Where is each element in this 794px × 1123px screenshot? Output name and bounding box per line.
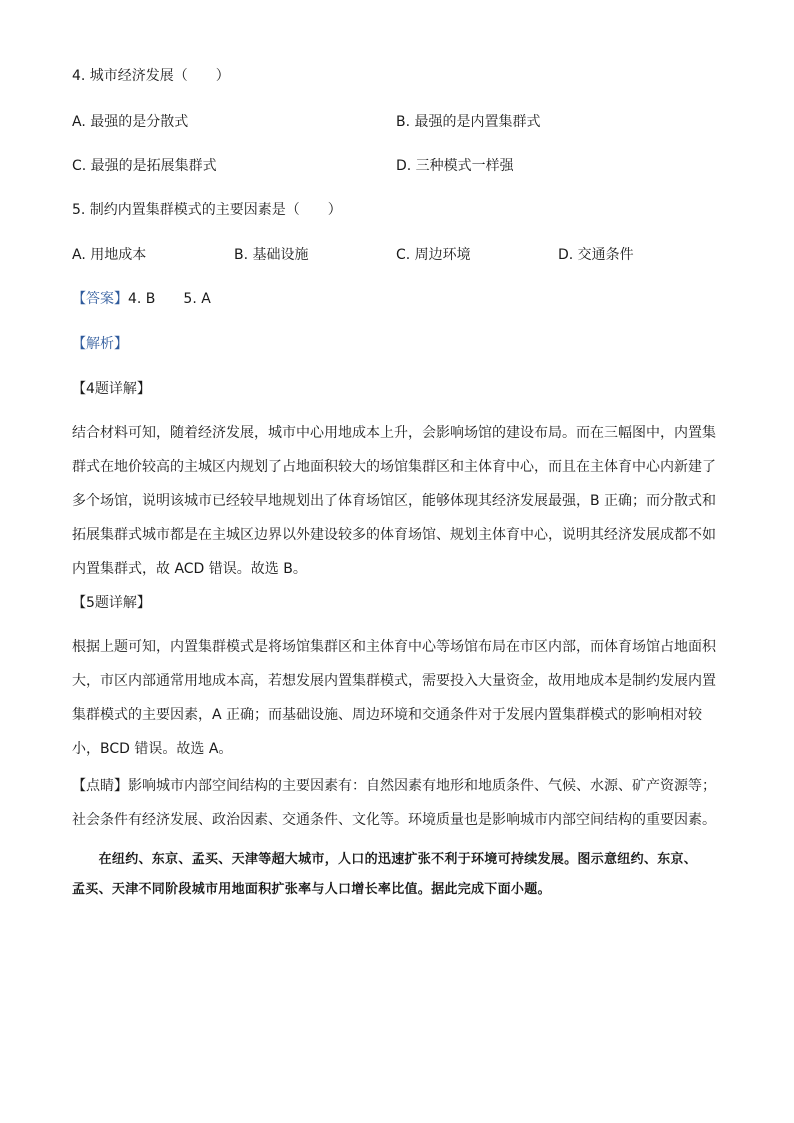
paragraph-line: 在纽约、东京、孟买、天津等超大城市，人口的迅速扩张不利于环境可持续发展。图示意纽约、东京、 <box>72 852 698 867</box>
question-5-option-d: D. 交通条件 <box>558 247 634 263</box>
answer-tag: 【答案】 <box>72 291 128 307</box>
paragraph-line: 多个场馆，说明该城市已经较早地规划出了体育场馆区，能够体现其经济发展最强，B 正确；而分散式和 <box>72 493 717 509</box>
paragraph-line: 结合材料可知，随着经济发展，城市中心用地成本上升，会影响场馆的建设布局。而在三幅图中，内置集 <box>72 425 716 441</box>
detail-4-heading: 【4题详解】 <box>72 381 151 397</box>
question-4-stem: 4. 城市经济发展（ ） <box>72 68 230 84</box>
question-5-stem: 5. 制约内置集群模式的主要因素是（ ） <box>72 202 342 218</box>
paragraph-line: 拓展集群式城市都是在主城区边界以外建设较多的体育场馆、规划主体育中心，说明其经济发展成都不如 <box>72 527 716 543</box>
paragraph-line: 集群模式的主要因素，A 正确；而基础设施、周边环境和交通条件对于发展内置集群模式的影响相对较 <box>72 707 703 723</box>
answer-text: 4. B 5. A <box>128 291 211 307</box>
material-paragraph <box>72 845 732 905</box>
dianjing-tag: 【点睛】 <box>72 778 128 794</box>
paragraph-line: 孟买、天津不同阶段城市用地面积扩张率与人口增长率比值。据此完成下面小题。 <box>72 882 551 897</box>
question-4-option-b: B. 最强的是内置集群式 <box>396 114 541 130</box>
analysis-tag: 【解析】 <box>72 336 128 352</box>
question-4-option-d: D. 三种模式一样强 <box>396 158 514 174</box>
dianjing-paragraph <box>72 769 722 837</box>
dianjing-text: 影响城市内部空间结构的主要因素有：自然因素有地形和地质条件、气候、水源、矿产资源等； <box>128 778 716 794</box>
paragraph-line: 根据上题可知，内置集群模式是将场馆集群区和主体育中心等场馆布局在市区内部，而体育场馆占地面积 <box>72 639 716 655</box>
question-5-option-c: C. 周边环境 <box>396 247 471 263</box>
question-5-option-a: A. 用地成本 <box>72 247 147 263</box>
paragraph-line: 小，BCD 错误。故选 A。 <box>72 741 233 757</box>
answer-line <box>72 289 211 309</box>
paragraph-line: 大，市区内部通常用地成本高，若想发展内置集群模式，需要投入大量资金，故用地成本是制约发展内置 <box>72 673 716 689</box>
detail-5-heading: 【5题详解】 <box>72 595 151 611</box>
question-5-option-b: B. 基础设施 <box>234 247 309 263</box>
detail-5-paragraph <box>72 630 722 766</box>
paragraph-line <box>72 769 722 803</box>
detail-4-paragraph <box>72 416 722 586</box>
paragraph-line: 社会条件有经济发展、政治因素、交通条件、文化等。环境质量也是影响城市内部空间结构的重要因素。 <box>72 812 716 828</box>
question-4-option-a: A. 最强的是分散式 <box>72 114 189 130</box>
paragraph-line: 内置集群式，故 ACD 错误。故选 B。 <box>72 561 307 577</box>
paragraph-line: 群式在地价较高的主城区内规划了占地面积较大的场馆集群区和主体育中心，而且在主体育中心内新建了 <box>72 459 716 475</box>
question-4-option-c: C. 最强的是拓展集群式 <box>72 158 217 174</box>
